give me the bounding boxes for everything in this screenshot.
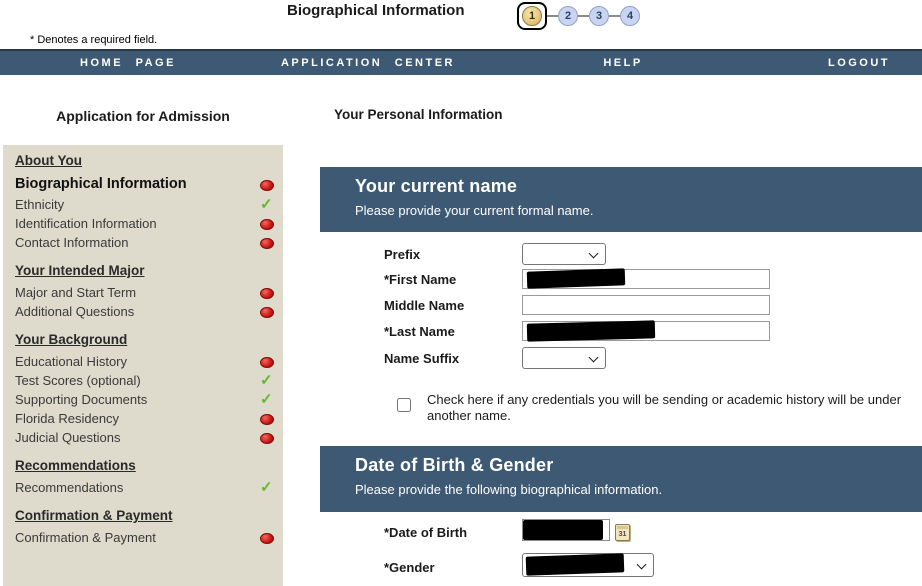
sidebar-item-florida-residency[interactable]: Florida Residency [15, 409, 273, 428]
red-dot-icon [260, 236, 273, 249]
step-1-box [517, 2, 547, 30]
middle-name-label: Middle Name [384, 297, 465, 313]
red-dot-icon [260, 355, 273, 368]
redacted-first-name [527, 268, 626, 288]
dob-gender-section-header [320, 446, 922, 512]
current-name-section-header [320, 167, 922, 232]
top-navbar [0, 49, 922, 75]
nav-home-page[interactable]: HOME PAGE [80, 57, 176, 69]
step-2-icon: 2 [558, 6, 578, 26]
green-check-icon [260, 198, 273, 211]
sidebar-heading-your-background[interactable]: Your Background [15, 332, 128, 347]
calendar-icon[interactable]: 31 [615, 524, 630, 541]
step-indicator [517, 1, 640, 31]
sidebar-item-contact-information[interactable]: Contact Information [15, 233, 273, 252]
other-name-checkbox-label: Check here if any credentials you will be sending or academic history will be under another name. [427, 392, 902, 423]
required-field-note: * Denotes a required field. [30, 34, 158, 46]
chevron-down-icon [589, 353, 599, 363]
step-connector [578, 15, 589, 17]
sidebar-heading-recommendations[interactable]: Recommendations [15, 458, 136, 473]
red-dot-icon [260, 286, 273, 299]
sidebar-item-educational-history[interactable]: Educational History [15, 352, 273, 371]
redacted-date-of-birth [523, 520, 603, 540]
current-name-subtitle: Please provide your current formal name. [355, 203, 594, 218]
nav-logout[interactable]: LOGOUT [827, 57, 891, 69]
sidebar-heading-confirmation-payment[interactable]: Confirmation & Payment [15, 508, 173, 523]
sidebar-item-test-scores[interactable]: Test Scores (optional) ✓ [15, 371, 273, 390]
sidebar-item-identification-information[interactable]: Identification Information [15, 214, 273, 233]
personal-information-heading: Your Personal Information [334, 107, 503, 122]
red-dot-icon [260, 412, 273, 425]
dob-gender-subtitle: Please provide the following biographical information. [355, 482, 663, 497]
chevron-down-icon [637, 560, 647, 570]
step-4-icon: 4 [620, 6, 640, 26]
middle-name-input[interactable] [522, 295, 770, 315]
sidebar-heading-your-intended-major[interactable]: Your Intended Major [15, 263, 145, 278]
last-name-label: *Last Name [384, 323, 455, 339]
current-name-title: Your current name [355, 176, 518, 196]
redacted-last-name [527, 320, 655, 341]
step-1-icon: 1 [522, 6, 542, 26]
chevron-down-icon [589, 249, 599, 259]
dob-gender-title: Date of Birth & Gender [355, 455, 554, 475]
sidebar-item-ethnicity[interactable]: Ethnicity ✓ [15, 195, 273, 214]
name-suffix-select[interactable] [522, 347, 606, 369]
sidebar-item-supporting-documents[interactable]: Supporting Documents ✓ [15, 390, 273, 409]
prefix-select[interactable] [522, 243, 606, 265]
sidebar-item-recommendations[interactable]: Recommendations ✓ [15, 478, 273, 497]
gender-label: *Gender [384, 560, 435, 575]
red-dot-icon [260, 531, 273, 544]
sidebar-heading-about-you[interactable]: About You [15, 153, 82, 168]
prefix-label: Prefix [384, 246, 421, 262]
red-dot-icon [260, 431, 273, 444]
step-connector [609, 15, 620, 17]
sidebar-item-biographical-information[interactable]: Biographical Information [15, 173, 273, 195]
other-name-checkbox[interactable] [397, 398, 411, 412]
sidebar-item-judicial-questions[interactable]: Judicial Questions [15, 428, 273, 447]
name-suffix-label: Name Suffix [384, 350, 460, 366]
first-name-label: *First Name [384, 271, 457, 287]
sidebar-title: Application for Admission [56, 108, 230, 124]
red-dot-icon [260, 217, 273, 230]
red-dot-icon [260, 305, 273, 318]
step-connector [547, 15, 558, 17]
green-check-icon [260, 393, 273, 406]
green-check-icon [260, 374, 273, 387]
nav-help[interactable]: HELP [603, 57, 643, 69]
application-sections-sidebar [3, 145, 283, 586]
sidebar-item-additional-questions[interactable]: Additional Questions [15, 302, 273, 321]
page-title: Biographical Information [287, 2, 465, 19]
step-3-icon: 3 [589, 6, 609, 26]
date-of-birth-label: *Date of Birth [384, 525, 468, 540]
sidebar-item-major-and-start-term[interactable]: Major and Start Term [15, 283, 273, 302]
green-check-icon [260, 481, 273, 494]
nav-application-center[interactable]: APPLICATION CENTER [280, 57, 456, 69]
red-dot-icon [260, 178, 273, 191]
redacted-gender [526, 553, 625, 575]
sidebar-item-confirmation-payment[interactable]: Confirmation & Payment [15, 528, 273, 547]
